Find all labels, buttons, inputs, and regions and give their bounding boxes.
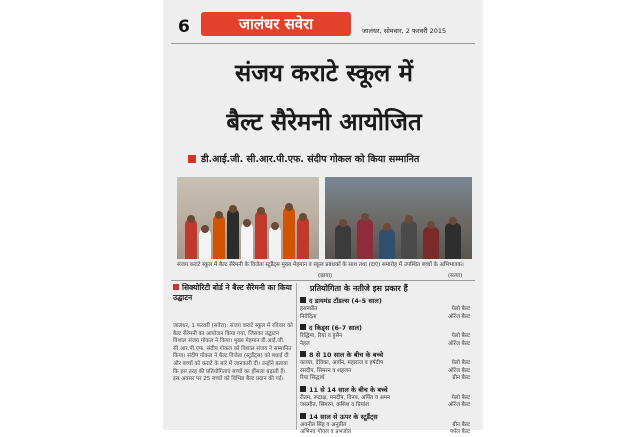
belt-awarded: येलो बैल्ट (451, 333, 470, 339)
results-row (300, 341, 476, 349)
results-category (300, 297, 476, 306)
results-category (300, 413, 476, 422)
subheadline (188, 152, 419, 165)
photo-figure (283, 207, 295, 259)
results-category-name: द किड्स (6-7 साल) (309, 324, 362, 332)
results-row (300, 375, 476, 383)
photo-head (257, 207, 265, 215)
results-list (300, 297, 476, 437)
photo-figure (241, 223, 253, 259)
belt-awarded: ग्रीन बैल्ट (452, 421, 470, 428)
photo-head (383, 223, 391, 231)
headline-line-1: संजय कराटे स्कूल में (235, 59, 413, 87)
article-heading (173, 283, 293, 303)
photo-head (229, 205, 237, 213)
square-bullet-icon (188, 155, 196, 163)
photo-caption: संजय कराटे स्कूल में बैल्ट सैरेमनी के विजेता स्टूडैंट्स मुख्य मेहमान व स्कूल प्रबंधकों के साथ तथा (दाएं) समारोह में उपस्थित बच्चों के अभिभावक। (177, 262, 464, 268)
photo-head (299, 213, 307, 221)
belt-awarded: येलो बैल्ट (451, 306, 470, 312)
belt-awarded: ऑरेंज बैल्ट (447, 402, 470, 408)
photo-credit-left: (छाया) (318, 273, 333, 279)
results-row (300, 429, 476, 437)
winner-names: काव्या, देविका, आर्यन, महाराज व हर्षदीप (300, 360, 384, 366)
photo-figure (255, 211, 267, 259)
photo-head (449, 217, 457, 225)
belt-awarded: येलो बैल्ट (451, 360, 470, 366)
results-title: प्रतियोगिता के नतीजे इस प्रकार हैं (310, 284, 408, 293)
photo-head (405, 215, 413, 223)
winner-names: हसनप्रीत (300, 306, 318, 312)
photo-head (285, 203, 293, 211)
photo-head (339, 219, 347, 227)
photo-figure (269, 226, 281, 259)
results-category (300, 351, 476, 360)
belt-awarded: येलो बैल्ट (451, 394, 470, 401)
belt-awarded: ग्रीन बैल्ट (452, 375, 470, 381)
results-row (300, 422, 476, 430)
results-category-name: द डायमंड टॉडल्स (4-5 साल) (309, 297, 382, 305)
photo-figure (445, 223, 461, 259)
page-number: 6 (178, 17, 190, 37)
header-divider (171, 43, 475, 44)
results-column (300, 283, 476, 437)
winner-names: रीतम, रूद्राक्ष, मनदीप, विनय, अर्पित व अमन (300, 394, 391, 401)
photo-students-group (177, 177, 319, 259)
results-row (300, 395, 476, 403)
photo-figure (199, 229, 211, 259)
winner-names: रिया सिद्धार्थ (300, 375, 325, 381)
photo-figure (423, 227, 439, 259)
results-category-name: 14 साल से ऊपर के स्टूडैंट्स (309, 412, 378, 421)
photo-head (215, 211, 223, 219)
section-divider (171, 280, 475, 281)
article-left-column (173, 283, 293, 384)
belt-awarded: पर्पल बैल्ट (449, 429, 470, 435)
results-category-name: 11 से 14 साल के बीच के बच्चे (309, 385, 388, 394)
results-category (300, 386, 476, 395)
square-bullet-icon (300, 351, 306, 357)
winner-names: अवनीत सिंह व अनुप्रीत (300, 421, 347, 428)
photo-figure (213, 215, 225, 259)
photo-credit-right: (सत्या) (448, 273, 463, 279)
results-row (300, 306, 476, 314)
results-row (300, 368, 476, 376)
photo-figure (357, 219, 373, 259)
belt-awarded: ऑरेंज बैल्ट (447, 367, 470, 374)
column-divider (296, 283, 297, 430)
winner-names: रिद्धिमा, रिया व हुसैन (300, 333, 343, 339)
results-category-name: 8 से 10 साल के बीच के बच्चे (309, 351, 384, 359)
article-heading-text: सिक्योरिटी बोर्ड ने बैल्ट सैरेमनी का किया उद्घाटन (173, 283, 292, 302)
photo-figure (185, 219, 197, 259)
square-bullet-icon (300, 297, 306, 303)
subheadline-text: डी.आई.जी. सी.आर.पी.एफ. संदीप गोकल को किया सम्मानित (201, 154, 420, 165)
headline-line-2: बैल्ट सैरेमनी आयोजित (226, 108, 422, 136)
photo-head (187, 215, 195, 223)
winner-names: नेहल (300, 340, 310, 347)
photo-figure (379, 229, 395, 259)
photo-figure (227, 209, 239, 259)
photo-head (201, 225, 209, 233)
photo-figure (297, 217, 309, 259)
results-row (300, 402, 476, 410)
photo-head (243, 219, 251, 227)
square-bullet-icon (300, 386, 306, 392)
results-row (300, 360, 476, 368)
winner-names: अभिनव गोयल व प्रभजोत (300, 429, 351, 435)
photo-figure (335, 225, 351, 259)
belt-awarded: ऑरेंज बैल्ट (447, 313, 470, 320)
square-bullet-icon (173, 284, 179, 290)
article-body: जालंधर, 1 फरवरी (सवेरा): संजय कराटे स्कूल में रविवार को बैल्ट सैरेमनी का आयोजन किया गया, जिसका उद्घाटन विशाल संजय गोकल ने किया। मुख्य मेहमान डी.आई.जी. सी.आर.पी.एफ. संदीप गोकल को विशाल संजय ने सम्मानित किया। संदीप गोकल ने बैल्ट विजेता (स्टूडैंट्स) को बधाई दी और बच्चों को कराटे के बारे में जानकारी दी। उन्होंने बताया कि इस तरह की प्रतियोगिताएं बच्चों का हौंसला बढ़ाती हैं। इस अवसर पर 25 बच्चों को विभिन्न बैल्ट प्रदान की गईं। (173, 323, 293, 383)
winner-names: निवेदिता (300, 313, 317, 320)
masthead: जालंधर सवेरा (201, 12, 351, 36)
results-row (300, 333, 476, 341)
winner-names: रसदीप, सिमरन व शहजन (300, 367, 352, 374)
winner-names: जसमीत, सिमरन, कशिश व प्रियांश (300, 402, 369, 408)
dateline: जालंधर, सोमवार, 2 फरवरी 2015 (362, 27, 447, 35)
belt-awarded: ऑरेंज बैल्ट (447, 340, 470, 347)
newspaper-clipping (163, 0, 483, 435)
photo-figure (401, 221, 417, 259)
photo-head (361, 213, 369, 221)
square-bullet-icon (300, 413, 306, 419)
results-category (300, 324, 476, 333)
results-row (300, 314, 476, 322)
square-bullet-icon (300, 324, 306, 330)
photo-parents-audience (325, 177, 472, 259)
photo-head (427, 221, 435, 229)
photo-head (271, 222, 279, 230)
